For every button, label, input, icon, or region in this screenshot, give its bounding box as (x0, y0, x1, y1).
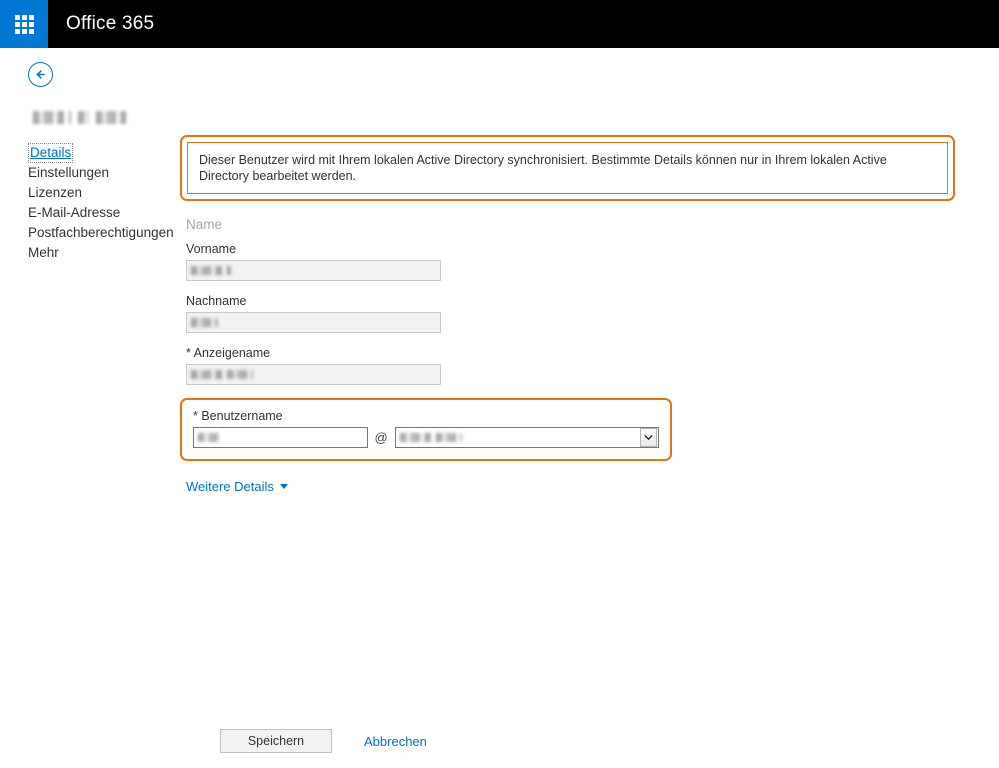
username-highlight (180, 398, 672, 461)
input-vorname[interactable] (186, 260, 441, 281)
nav-item-lizenzen[interactable]: Lizenzen (28, 185, 83, 200)
sync-banner-highlight (180, 135, 955, 201)
redacted-value (198, 433, 222, 442)
field-benutzername (187, 405, 665, 454)
username-row (193, 427, 659, 448)
left-nav (0, 143, 186, 263)
waffle-icon (15, 15, 34, 34)
detail-pane (186, 143, 999, 496)
redacted-text (33, 111, 71, 124)
nav-item-postfachberechtigungen[interactable]: Postfachberechtigungen (28, 225, 174, 240)
redacted-value (191, 266, 231, 275)
section-label-name: Name (186, 217, 223, 232)
page-body (0, 143, 999, 496)
chevron-down-icon[interactable] (640, 428, 657, 447)
domain-dropdown[interactable] (395, 427, 659, 448)
cancel-link[interactable]: Abbrechen (364, 733, 427, 749)
label-anzeigename: * Anzeigename (186, 346, 271, 360)
save-button[interactable]: Speichern (220, 729, 332, 753)
redacted-text (96, 111, 126, 124)
app-launcher-button[interactable] (0, 0, 48, 48)
at-symbol: @ (374, 430, 388, 445)
label-nachname: Nachname (186, 294, 247, 308)
suite-title: Office 365 (66, 13, 155, 34)
more-details-toggle[interactable] (186, 479, 288, 494)
nav-item-mehr[interactable]: Mehr (28, 245, 59, 260)
redacted-value (400, 433, 462, 442)
nav-item-details[interactable]: Details (28, 143, 73, 163)
page-title (33, 109, 999, 125)
input-benutzername[interactable] (193, 427, 368, 448)
field-vorname (186, 242, 979, 281)
back-row (0, 48, 999, 87)
back-arrow-icon[interactable] (28, 62, 53, 87)
nav-item-email-adresse[interactable]: E-Mail-Adresse (28, 205, 121, 220)
input-anzeigename[interactable] (186, 364, 441, 385)
nav-item-einstellungen[interactable]: Einstellungen (28, 165, 110, 180)
redacted-value (191, 370, 253, 379)
footer-actions (220, 729, 427, 753)
redacted-text (78, 111, 89, 124)
sync-info-banner: Dieser Benutzer wird mit Ihrem lokalen Active Directory synchronisiert. Bestimmte Details können nur in Ihrem lokalen Active Directory bearbeitet werden. (187, 142, 948, 194)
redacted-value (191, 318, 218, 327)
caret-down-icon (280, 484, 288, 489)
suite-bar (0, 0, 999, 48)
more-details-label: Weitere Details (186, 479, 274, 494)
field-anzeigename (186, 346, 979, 385)
input-nachname[interactable] (186, 312, 441, 333)
label-benutzername: * Benutzername (193, 409, 283, 423)
label-vorname: Vorname (186, 242, 237, 256)
field-nachname (186, 294, 979, 333)
